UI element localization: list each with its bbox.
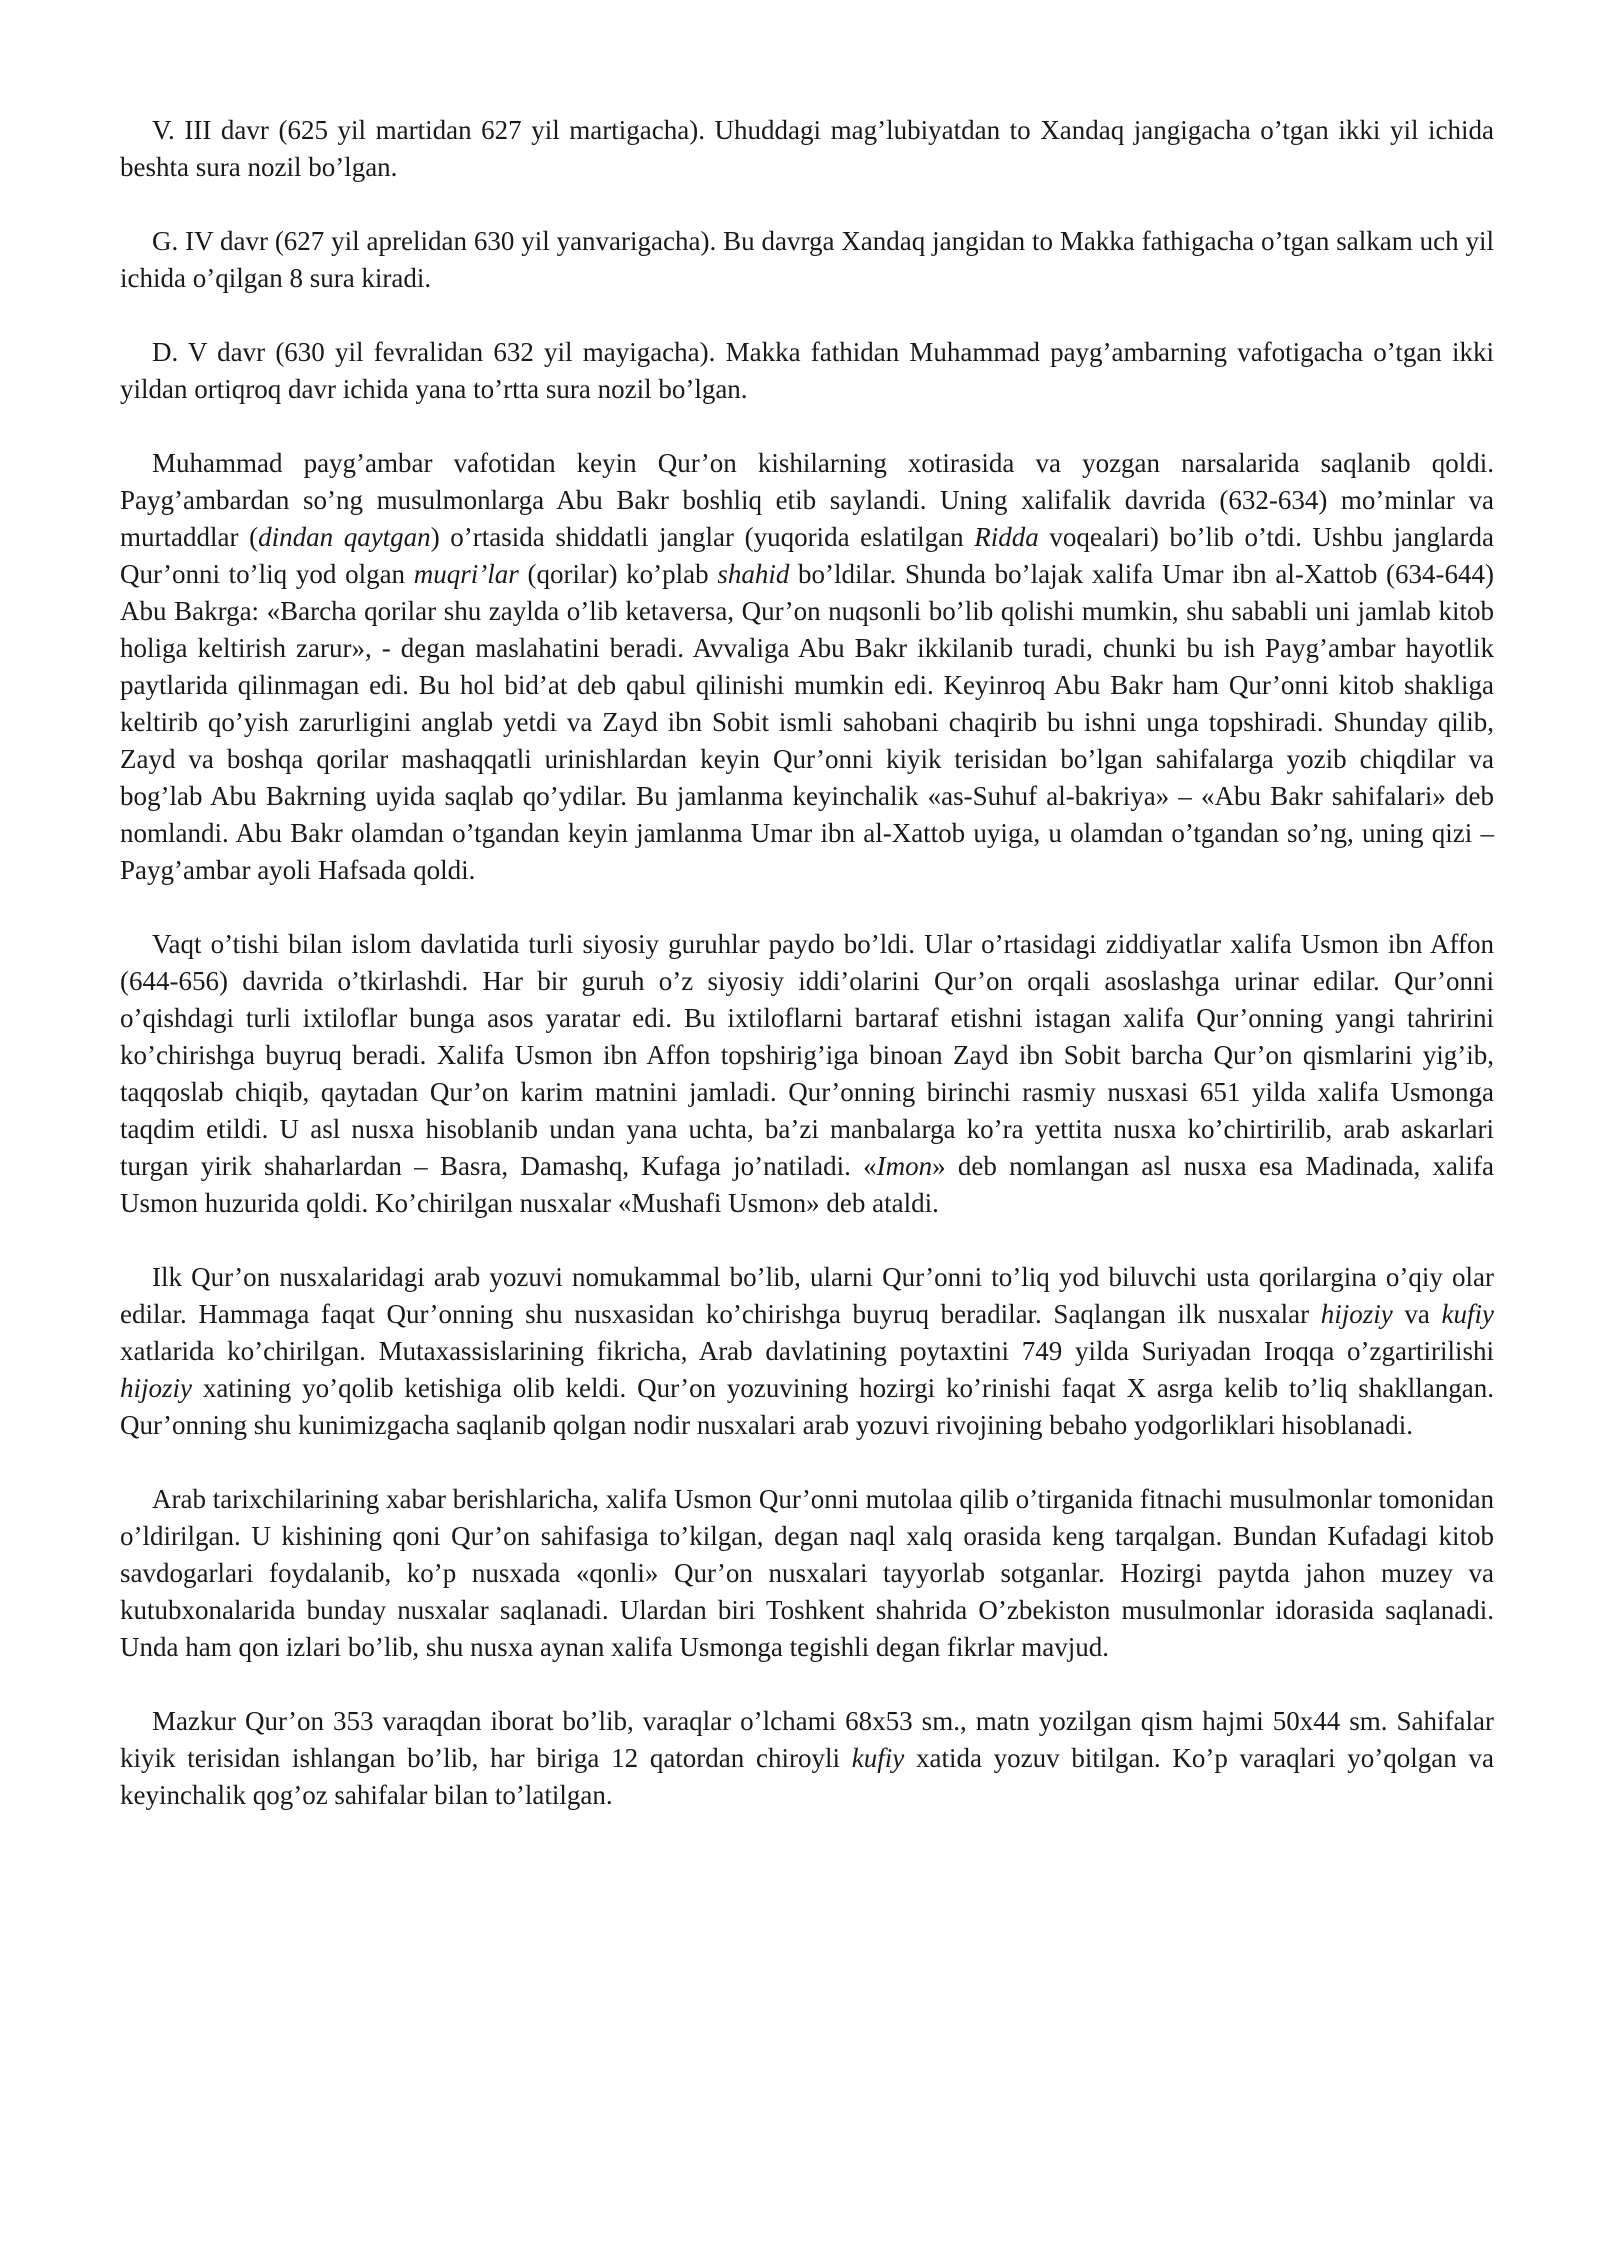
text-run: xatining yo’qolib ketishiga olib keldi. Qur’on yozuvining hozirgi ko’rinishi faqat X asrga kelib to’liq shakllangan. Qur’onning shu kunimizgacha saqlanib qolgan nodir nusxalari arab yozuvi rivojining bebaho yodgorliklari hisoblanadi.: [120, 1373, 1494, 1440]
text-run: xatida yozuv bitilgan. Ko’p varaqlari yo’qolgan va keyinchalik qog’oz sahifalar bilan to’latilgan.: [120, 1743, 1494, 1810]
text-run: (qorilar) ko’plab: [518, 559, 718, 589]
italic-term: kufiy: [1441, 1299, 1495, 1329]
text-run: voqealari) bo’lib o’tdi. Ushbu janglarda Qur’onni to’liq yod olgan: [120, 522, 1495, 589]
text-run: Mazkur Qur’on 353 varaqdan iborat bo’lib, varaqlar o’lchami 68x53 sm., matn yozilgan qism hajmi 50x44 sm. Sahifalar kiyik terisidan ishlangan bo’lib, har biriga 12 qatordan chiroyli: [120, 1706, 1494, 1773]
italic-term: hijoziy: [1320, 1299, 1393, 1329]
paragraph-manuscript-description: [120, 1703, 1494, 1814]
text-run: bo’ldilar. Shunda bo’lajak xalifa Umar ibn al-Xattob (634-644) Abu Bakrga: «Barcha qorilar shu zaylda o’lib ketaversa, Qur’on nuqsonli bo’lib qolishi mumkin, shu sababli uni jamlab kitob holiga keltirish zarur», - degan maslahatini beradi. Avvaliga Abu Bakr ikkilanib turadi, chunki bu ish Payg’ambar hayotlik paytlarida qilinmagan edi. Bu hol bid’at deb qabul qilinishi mumkin edi. Keyinroq Abu Bakr ham Qur’onni kitob shakliga keltirib qo’yish zarurligini anglab yetdi va Zayd ibn Sobit ismli sahobani chaqirib bu ishni unga topshiradi. Shunday qilib, Zayd va boshqa qorilar mashaqqatli urinishlardan keyin Qur’onni kiyik terisidan bo’lgan sahifalarga yozib chiqdilar va bog’lab Abu Bakrning uyida saqlab qo’ydilar. Bu jamlanma keyinchalik «as-Suhuf al-bakriya» – «Abu Bakr sahifalari» deb nomlandi. Abu Bakr olamdan o’tgandan keyin jamlanma Umar ibn al-Xattob uyiga, u olamdan o’tgandan so’ng, uning qizi – Payg’ambar ayoli Hafsada qoldi.: [120, 559, 1494, 885]
italic-term: muqri’lar: [413, 559, 519, 589]
text-run: ) o’rtasida shiddatli janglar (yuqorida eslatilgan: [430, 522, 975, 552]
paragraph-bloody-quran: [120, 1481, 1494, 1666]
paragraph-usmon-edition: [120, 926, 1494, 1222]
document-page: [120, 112, 1494, 1851]
paragraph-period-three: [120, 112, 1494, 186]
paragraph-abu-bakr-compilation: [120, 445, 1494, 889]
italic-term: shahid: [717, 559, 790, 589]
italic-term: dindan qaytgan: [258, 522, 431, 552]
italic-term: hijoziy: [120, 1373, 192, 1403]
text-run: Ilk Qur’on nusxalaridagi arab yozuvi nomukammal bo’lib, ularni Qur’onni to’liq yod biluvchi usta qorilargina o’qiy olar edilar. Hammaga faqat Qur’onning shu nusxasidan ko’chirishga buyruq beradilar. Saqlangan ilk nusxalar: [120, 1262, 1494, 1329]
text-run: Vaqt o’tishi bilan islom davlatida turli siyosiy guruhlar paydo bo’ldi. Ular o’rtasidagi ziddiyatlar xalifa Usmon ibn Affon (644-656) davrida o’tkirlashdi. Har bir guruh o’z siyosiy iddi’olarini Qur’on orqali asoslashga urinar edilar. Qur’onni o’qishdagi turli ixtiloflar bunga asos yaratar edi. Bu ixtiloflarni bartaraf etishni istagan xalifa Qur’onning yangi tahririni ko’chirishga buyruq beradi. Xalifa Usmon ibn Affon topshirig’iga binoan Zayd ibn Sobit barcha Qur’on qismlarini yig’ib, taqqoslab chiqib, qaytadan Qur’on karim matnini jamladi. Qur’onning birinchi rasmiy nusxasi 651 yilda xalifa Usmonga taqdim etildi. U asl nusxa hisoblanib undan yana uchta, ba’zi manbalarga ko’ra yettita nusxa ko’chirtirilib, arab askarlari turgan yirik shaharlardan – Basra, Damashq, Kufaga jo’natiladi. «: [120, 929, 1494, 1181]
paragraph-period-five: [120, 334, 1494, 408]
paragraph-period-four: [120, 223, 1494, 297]
italic-term: Ridda: [974, 522, 1039, 552]
italic-term: kufiy: [851, 1743, 905, 1773]
text-run: va: [1392, 1299, 1442, 1329]
text-run: V. III davr (625 yil martidan 627 yil martigacha). Uhuddagi mag’lubiyatdan to Xandaq jangigacha o’tgan ikki yil ichida beshta sura nozil bo’lgan.: [120, 115, 1494, 182]
text-run: Arab tarixchilarining xabar berishlaricha, xalifa Usmon Qur’onni mutolaa qilib o’tirganida fitnachi musulmonlar tomonidan o’ldirilgan. U kishining qoni Qur’on sahifasiga to’kilgan, degan naql xalq orasida keng tarqalgan. Bundan Kufadagi kitob savdogarlari foydalanib, ko’p nusxada «qonli» Qur’on nusxalari tayyorlab sotganlar. Hozirgi paytda jahon muzey va kutubxonalarida bunday nusxalar saqlanadi. Ulardan biri Toshkent shahrida O’zbekiston musulmonlar idorasida saqlanadi. Unda ham qon izlari bo’lib, shu nusxa aynan xalifa Usmonga tegishli degan fikrlar mavjud.: [120, 1484, 1494, 1662]
text-run: G. IV davr (627 yil aprelidan 630 yil yanvarigacha). Bu davrga Xandaq jangidan to Makka fathigacha o’tgan salkam uch yil ichida o’qilgan 8 sura kiradi.: [120, 226, 1494, 293]
italic-term: Imon: [876, 1151, 933, 1181]
text-run: D. V davr (630 yil fevralidan 632 yil mayigacha). Makka fathidan Muhammad payg’ambarning vafotigacha o’tgan ikki yildan ortiqroq davr ichida yana to’rtta sura nozil bo’lgan.: [120, 337, 1494, 404]
text-run: Muhammad payg’ambar vafotidan keyin Qur’on kishilarning xotirasida va yozgan narsalarida saqlanib qoldi. Payg’ambardan so’ng musulmonlarga Abu Bakr boshliq etib saylandi. Uning xalifalik davrida (632-634) mo’minlar va murtaddlar (: [120, 448, 1494, 552]
text-run: xatlarida ko’chirilgan. Mutaxassislarining fikricha, Arab davlatining poytaxtini 749 yilda Suriyadan Iroqqa o’zgartirilishi: [120, 1336, 1494, 1366]
text-run: » deb nomlangan asl nusxa esa Madinada, xalifa Usmon huzurida qoldi. Ko’chirilgan nusxalar «Mushafi Usmon» deb ataldi.: [120, 1151, 1494, 1218]
paragraph-early-script: [120, 1259, 1494, 1444]
